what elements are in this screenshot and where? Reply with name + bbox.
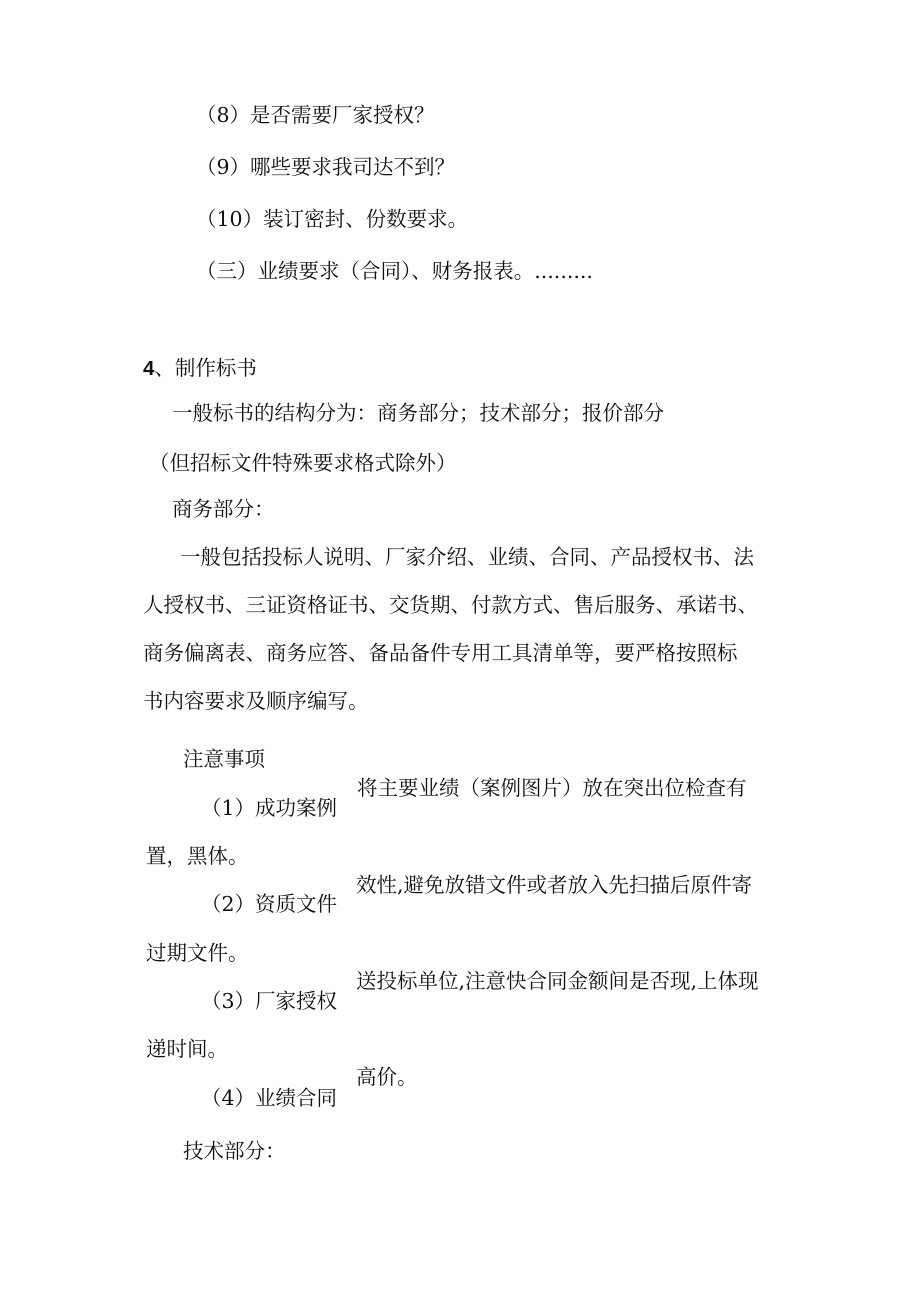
note-3-label: （3）厂家授权 [201, 989, 338, 1013]
section-title: 、制作标书 [154, 356, 257, 380]
notes-title: 注意事项 [183, 747, 265, 771]
section-heading [143, 355, 257, 382]
notes-right-line-2: 效性,避免放错文件或者放入先扫描后原件寄 [356, 873, 753, 897]
notes-right-line-1: 将主要业绩（案例图片）放在突出位检查有 [357, 776, 747, 800]
note-2-label: （2）资质文件 [201, 892, 338, 916]
exception-line: （但招标文件特殊要求格式除外） [149, 451, 457, 475]
structure-line: 一般标书的结构分为：商务部分；技术部分；报价部分 [172, 401, 664, 425]
item-9: （9）哪些要求我司达不到？ [196, 155, 456, 179]
notes-right-line-4: 高价。 [356, 1065, 418, 1089]
notes-right-line-3: 送投标单位,注意快合同金额间是否现,上体现 [356, 969, 759, 993]
business-heading: 商务部分： [172, 497, 275, 521]
paragraph-line-3: 商务偏离表、商务应答、备品备件专用工具清单等，要严格按照标 [143, 641, 738, 665]
note-2-continuation: 过期文件。 [146, 941, 249, 965]
item-three: （三）业绩要求（合同）、财务报表。......... [196, 259, 593, 283]
note-1-label: （1）成功案例 [201, 796, 338, 820]
note-4-label: （4）业绩合同 [201, 1086, 338, 1110]
technical-heading: 技术部分： [183, 1139, 286, 1163]
note-1-continuation: 置，黑体。 [146, 844, 249, 868]
paragraph-line-4: 书内容要求及顺序编写。 [143, 689, 369, 713]
item-10: （10）装订密封、份数要求。 [196, 207, 469, 231]
note-3-continuation: 递时间。 [146, 1037, 228, 1061]
paragraph-line-2: 人授权书、三证资格证书、交货期、付款方式、售后服务、承诺书、 [143, 593, 758, 617]
item-8: （8）是否需要厂家授权？ [196, 103, 435, 127]
section-number: 4 [143, 357, 155, 380]
paragraph-line-1: 一般包括投标人说明、厂家介绍、业绩、合同、产品授权书、法 [180, 545, 754, 569]
